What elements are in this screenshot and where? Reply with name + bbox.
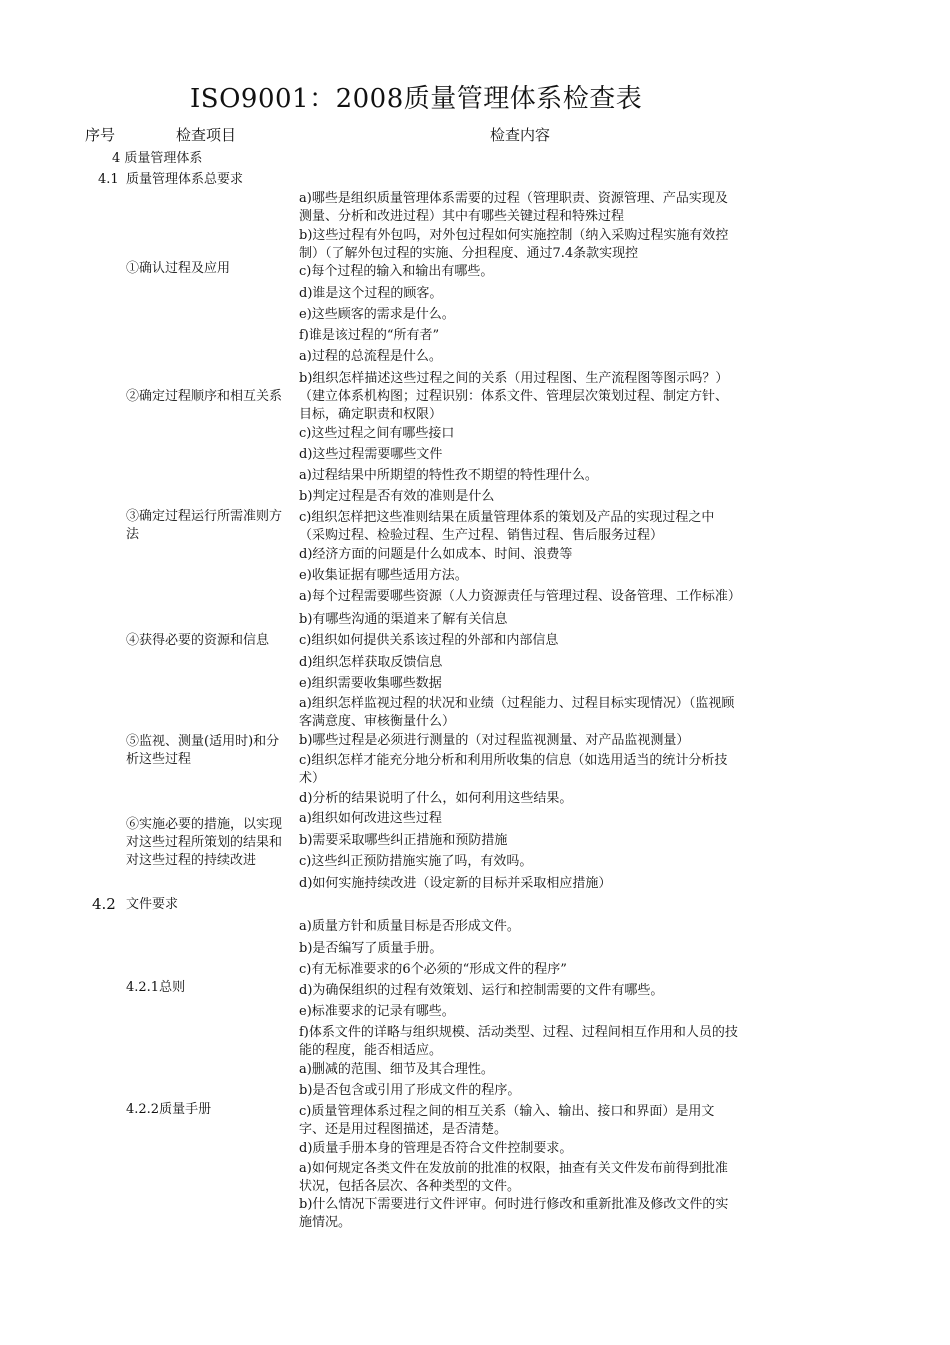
content-line: a)删减的范围、细节及其合理性。 <box>299 1062 494 1077</box>
content-line: b)需要采取哪些纠正措施和预防措施 <box>299 833 508 848</box>
header-serial-no: 序号 <box>85 126 116 144</box>
page-title: ISO9001：2008质量管理体系检查表 <box>190 84 643 114</box>
content-line: c)这些过程之间有哪些接口 <box>299 426 455 441</box>
header-check-item: 检查项目 <box>176 126 237 144</box>
check-item-3: ③确定过程运行所需准则方法 <box>126 509 283 542</box>
content-line: e)收集证据有哪些适用方法。 <box>299 568 468 583</box>
content-line: d)如何实施持续改进（设定新的目标并采取相应措施） <box>299 876 612 891</box>
content-line: a)如何规定各类文件在发放前的批准的权限，抽查有关文件发布前得到批准状况，包括各层次、各种类型的文件。 <box>299 1161 728 1194</box>
content-line: d)组织怎样获取反馈信息 <box>299 655 443 670</box>
content-line: b)是否编写了质量手册。 <box>299 941 443 956</box>
content-line: e)组织需要收集哪些数据 <box>299 676 442 691</box>
content-line: a)过程的总流程是什么。 <box>299 349 442 364</box>
check-item-5: ⑤监视、测量(适用时)和分析这些过程 <box>126 734 280 767</box>
check-item-4-2-2: 4.2.2质量手册 <box>126 1102 212 1117</box>
content-line: e)这些顾客的需求是什么。 <box>299 307 455 322</box>
content-line: c)有无标准要求的6个必须的“形成文件的程序” <box>299 962 567 977</box>
content-line: f)体系文件的详略与组织规模、活动类型、过程、过程间相互作用和人员的技能的程度，能否相适应。 <box>299 1025 738 1058</box>
check-item-4: ④获得必要的资源和信息 <box>126 633 270 648</box>
content-line: b)这些过程有外包吗，对外包过程如何实施控制（纳入采购过程实施有效控制）（了解外包过程的实施、分担程度、通过7.4条款实现控 <box>299 228 729 261</box>
content-line: b)组织怎样描述这些过程之间的关系（用过程图、生产流程图等图示吗？）（建立体系机构图；过程识别：体系文件、管理层次策划过程、制定方针、目标，确定职责和权限） <box>299 371 729 422</box>
header-check-content: 检查内容 <box>490 126 551 144</box>
content-line: a)组织怎样监视过程的状况和业绩（过程能力、过程目标实现情况）（监视顾客满意度、审核衡量什么） <box>299 696 735 729</box>
content-line: c)质量管理体系过程之间的相互关系（输入、输出、接口和界面）是用文字、还是用过程图描述，是否清楚。 <box>299 1104 715 1137</box>
content-line: d)经济方面的问题是什么如成本、时间、浪费等 <box>299 547 573 562</box>
content-line: b)哪些过程是必须进行测量的（对过程监视测量、对产品监视测量） <box>299 733 690 748</box>
content-line: d)为确保组织的过程有效策划、运行和控制需要的文件有哪些。 <box>299 983 664 998</box>
content-line: b)有哪些沟通的渠道来了解有关信息 <box>299 612 508 627</box>
section-4-2-number: 4.2 <box>92 895 116 913</box>
content-line: d)分析的结果说明了什么，如何利用这些结果。 <box>299 791 573 806</box>
content-line: a)过程结果中所期望的特性孜不期望的特性理什么。 <box>299 468 598 483</box>
section-4-1-number: 4.1 <box>98 172 119 187</box>
content-line: c)组织如何提供关系该过程的外部和内部信息 <box>299 633 559 648</box>
content-line: b)判定过程是否有效的准则是什么 <box>299 489 495 504</box>
content-line: b)什么情况下需要进行文件评审。何时进行修改和重新批准及修改文件的实施情况。 <box>299 1197 729 1230</box>
check-item-1: ①确认过程及应用 <box>126 261 231 276</box>
content-line: c)组织怎样才能充分地分析和利用所收集的信息（如选用适当的统计分析技术） <box>299 753 728 786</box>
content-line: d)谁是这个过程的顾客。 <box>299 286 443 301</box>
content-line: c)组织怎样把这些准则结果在质量管理体系的策划及产品的实现过程之中（采购过程、检验过程、生产过程、销售过程、售后服务过程） <box>299 510 715 543</box>
check-item-6: ⑥实施必要的措施，以实现对这些过程所策划的结果和对这些过程的持续改进 <box>126 817 283 868</box>
content-line: a)组织如何改进这些过程 <box>299 811 442 826</box>
check-item-2: ②确定过程顺序和相互关系 <box>126 389 283 404</box>
content-line: a)每个过程需要哪些资源（人力资源责任与管理过程、设备管理、工作标准） <box>299 589 741 604</box>
content-line: a)质量方针和质量目标是否形成文件。 <box>299 919 520 934</box>
content-line: d)质量手册本身的管理是否符合文件控制要求。 <box>299 1141 573 1156</box>
content-line: a)哪些是组织质量管理体系需要的过程（管理职责、资源管理、产品实现及测量、分析和改进过程）其中有哪些关键过程和特殊过程 <box>299 191 728 224</box>
section-4-2-label: 文件要求 <box>126 897 179 912</box>
content-line: b)是否包含或引用了形成文件的程序。 <box>299 1083 521 1098</box>
section-4-1-label: 质量管理体系总要求 <box>126 172 244 187</box>
content-line: e)标准要求的记录有哪些。 <box>299 1004 455 1019</box>
content-line: c)这些纠正预防措施实施了吗，有效吗。 <box>299 854 533 869</box>
check-item-4-2-1: 4.2.1总则 <box>126 980 186 995</box>
content-line: d)这些过程需要哪些文件 <box>299 447 443 462</box>
content-line: f)谁是该过程的“所有者” <box>299 328 440 343</box>
content-line: c)每个过程的输入和输出有哪些。 <box>299 264 494 279</box>
section-4-label: 4 质量管理体系 <box>112 151 203 166</box>
